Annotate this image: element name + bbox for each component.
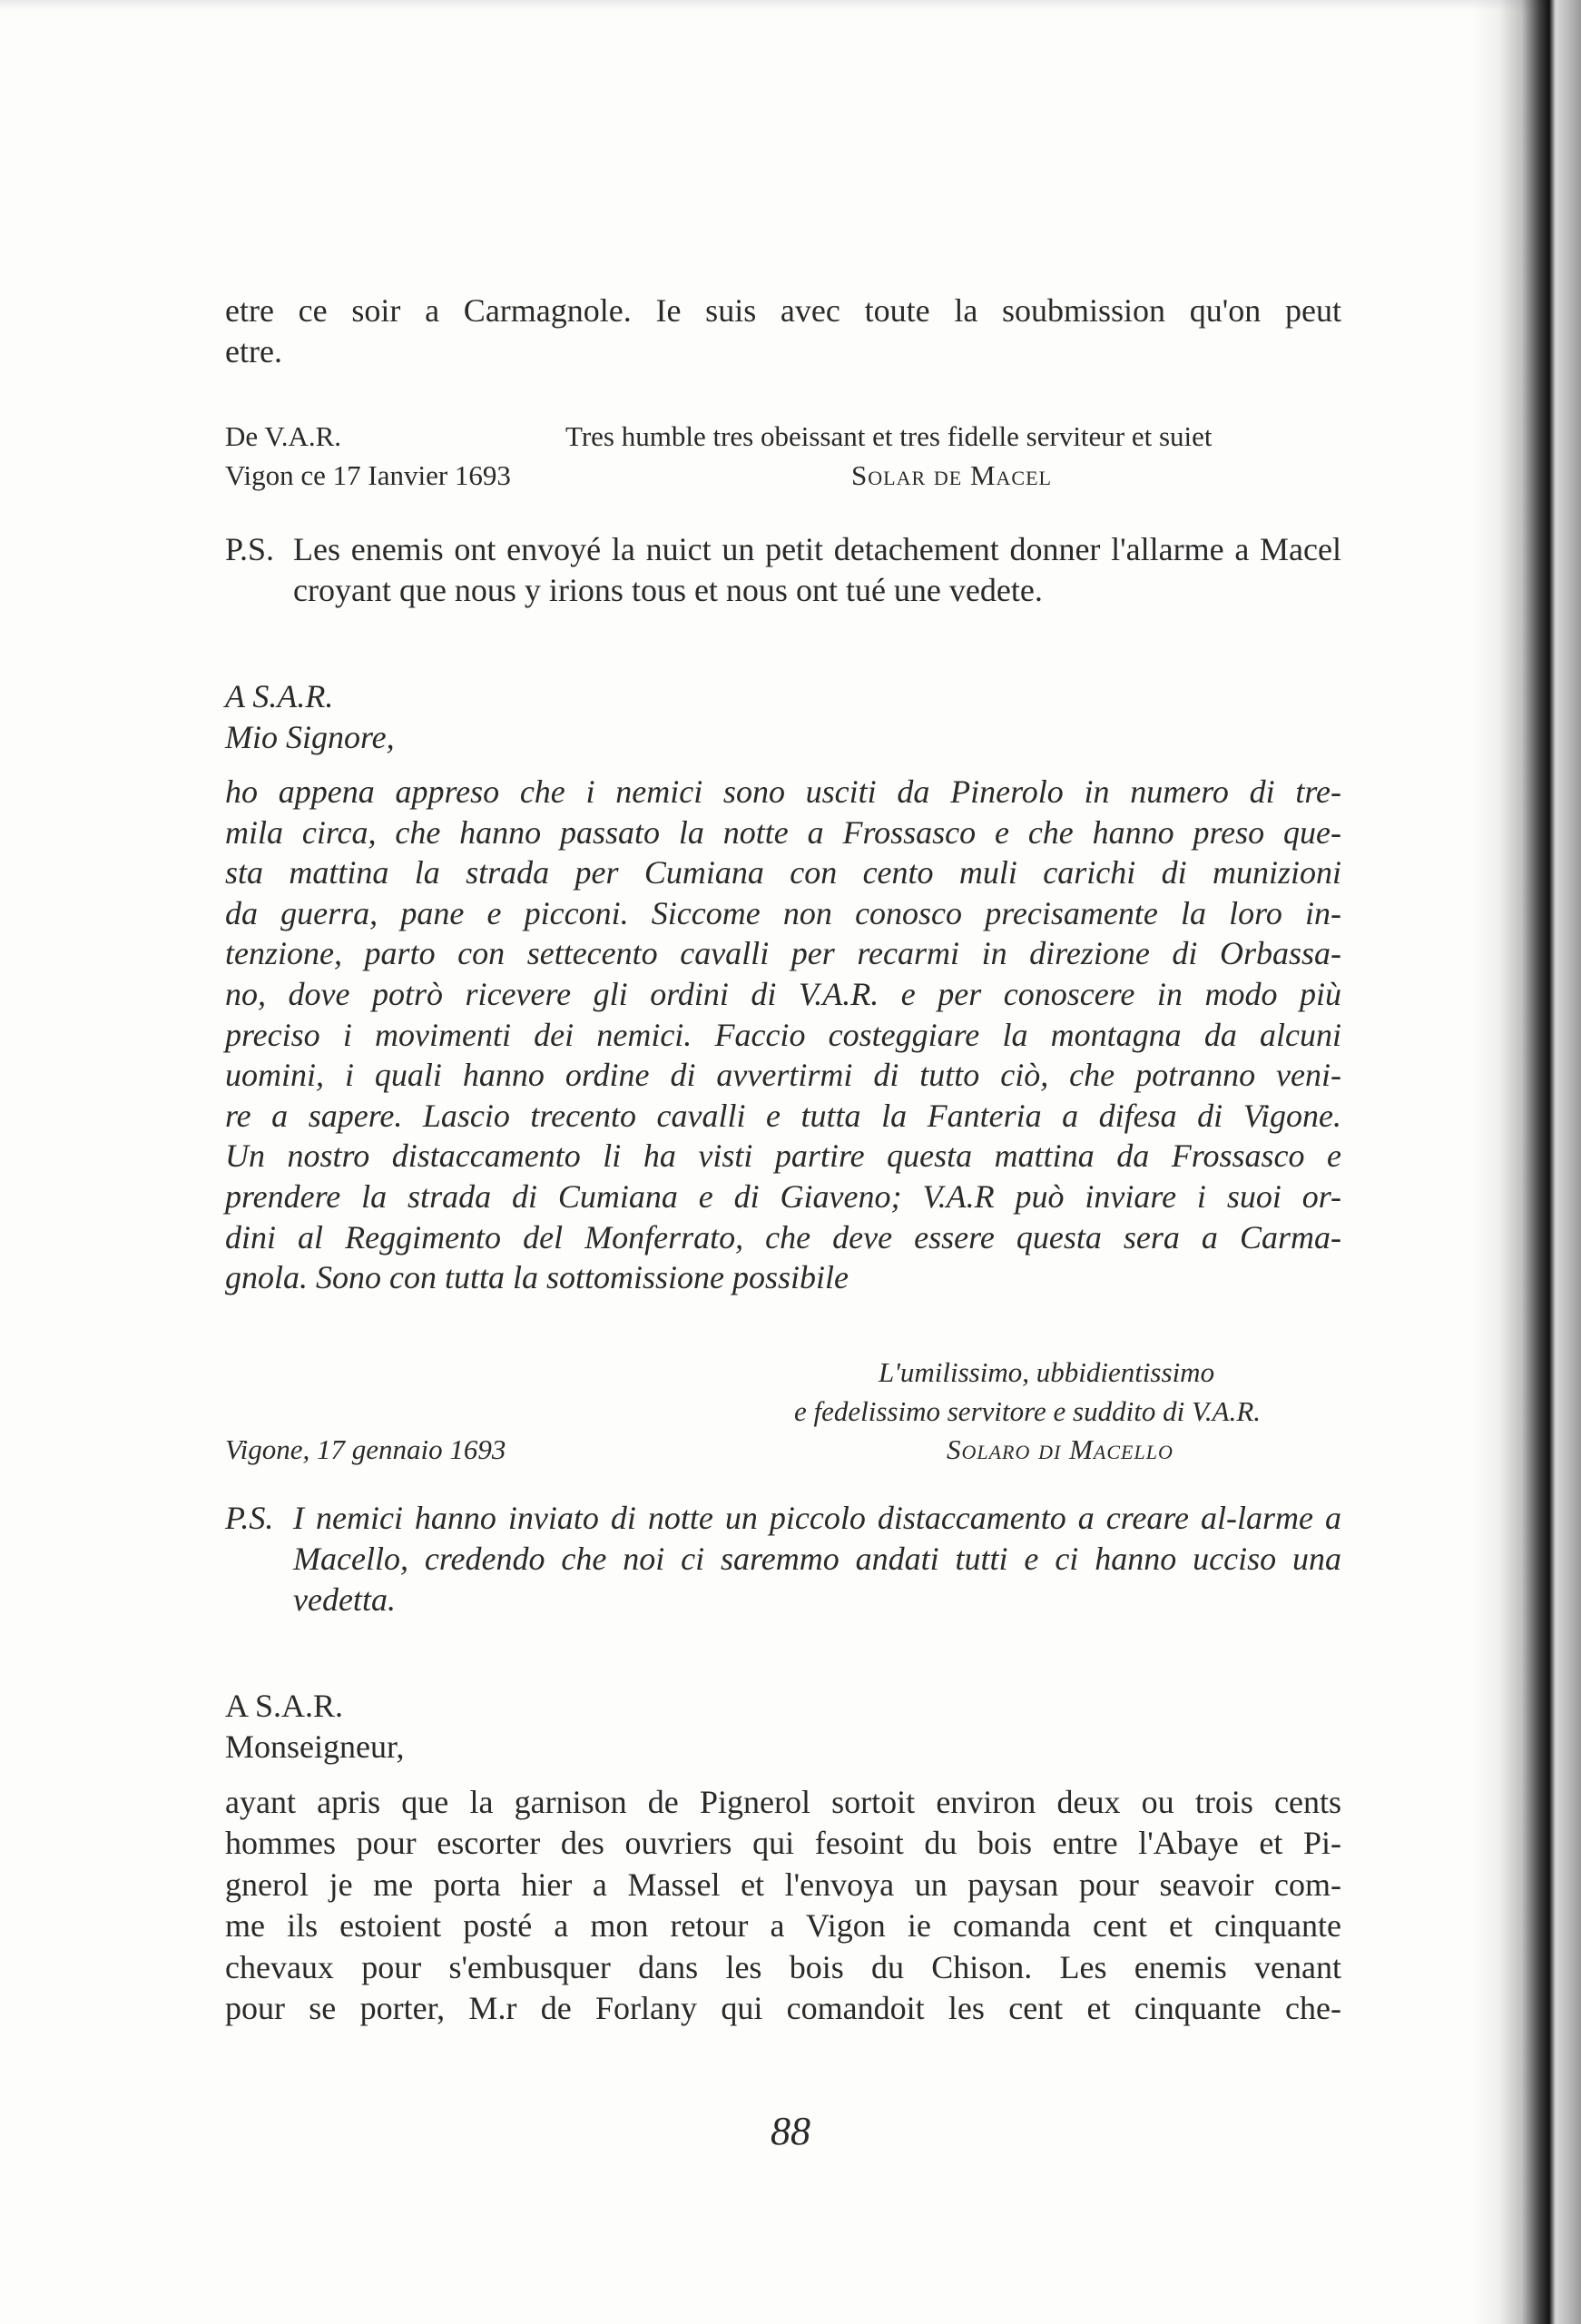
italian-body-line: gnola. Sono con tutta la sottomissione possibile xyxy=(225,1259,849,1296)
italian-ps-label: P.S. xyxy=(225,1500,274,1536)
letter2-body-line: pour se porter, M.r de Forlany qui comandoit les cent et cinquante che- xyxy=(225,1990,1341,2027)
letter2-body-line: gnerol je me porta hier a Massel et l'envoya un paysan pour seavoir com- xyxy=(225,1866,1341,1903)
italian-postscript xyxy=(225,1498,1341,1620)
page-number: 88 xyxy=(771,2109,810,2153)
letter2-header xyxy=(225,1686,1341,1768)
italian-signature: Solaro di Macello xyxy=(947,1433,1173,1465)
italian-place-date: Vigone, 17 gennaio 1693 xyxy=(225,1433,506,1465)
italian-body-line: no, dove potrò ricevere gli ordini di V.A.R. e per conoscere in modo più xyxy=(225,975,1341,1012)
book-binding-shadow xyxy=(1472,0,1581,2324)
continuation-line-2: etre. xyxy=(225,333,282,369)
letter1-signoff-row-1 xyxy=(225,419,1341,456)
italian-body-line: preciso i movimenti dei nemici. Faccio costeggiare la montagna da alcuni xyxy=(225,1016,1341,1053)
italian-letter-header xyxy=(225,676,1341,758)
letter1-signature: Solar de Macel xyxy=(851,459,1052,491)
letter2-body-line: hommes pour escorter des ouvriers qui fesoint du bois entre l'Abaye et Pi- xyxy=(225,1825,1341,1862)
letter2-salutation: Monseigneur, xyxy=(225,1728,405,1765)
italian-closing-1: L'umilissimo, ubbidientissimo xyxy=(879,1356,1215,1388)
italian-body-line: sta mattina la strada per Cumiana con cento muli carichi di munizioni xyxy=(225,854,1341,891)
italian-body-line: prendere la strada di Cumiana e di Giaveno; V.A.R può inviare i suoi or- xyxy=(225,1177,1341,1215)
letter1-postscript xyxy=(225,529,1341,611)
italian-body-line: Un nostro distaccamento li ha visti partire questa mattina da Frossasco e xyxy=(225,1137,1341,1175)
letter2-body xyxy=(225,1782,1341,2029)
italian-closing-row-1 xyxy=(225,1355,1341,1392)
italian-letter-body xyxy=(225,772,1341,1298)
italian-body-line: uomini, i quali hanno ordine di avvertirmi di tutto ciò, che potranno veni- xyxy=(225,1057,1341,1094)
letter1-place-date: Vigon ce 17 Ianvier 1693 xyxy=(225,459,511,491)
italian-closing-2: e fedelissimo servitore e suddito di V.A.R. xyxy=(794,1395,1262,1427)
italian-body-line: mila circa, che hanno passato la notte a Frossasco e che hanno preso que- xyxy=(225,813,1341,851)
italian-body-line: tenzione, parto con settecento cavalli per recarmi in direzione di Orbassa- xyxy=(225,935,1341,972)
letter2-body-line: me ils estoient posté a mon retour a Vigon ie comanda cent et cinquante xyxy=(225,1907,1341,1945)
italian-addressee: A S.A.R. xyxy=(225,678,334,714)
continuation-line-1: etre ce soir a Carmagnole. Ie suis avec toute la soubmission qu'on peut xyxy=(225,292,1341,329)
italian-body-line: dini al Reggimento del Monferrato, che deve essere questa sera a Carma- xyxy=(225,1218,1341,1256)
italian-body-line: da guerra, pane e picconi. Siccome non conosco precisamente la loro in- xyxy=(225,894,1341,931)
letter1-sender: De V.A.R. xyxy=(225,420,342,452)
italian-body-line: ho appena appreso che i nemici sono usciti da Pinerolo in numero di tre- xyxy=(225,773,1341,810)
italian-closing-row-3 xyxy=(225,1433,1341,1469)
letter1-ps-text: Les enemis ont envoyé la nuict un petit detachement donner l'allarme a Macel croyant que nous y irions tous et nous ont tué une vedete. xyxy=(293,531,1341,608)
letter1-ps-label: P.S. xyxy=(225,531,275,567)
italian-salutation: Mio Signore, xyxy=(225,719,395,755)
italian-ps-text: I nemici hanno inviato di notte un piccolo distaccamento a creare al-larme a Macello, credendo che noi ci saremmo andati tutti e ci hanno ucciso una vedetta. xyxy=(293,1500,1341,1618)
letter1-closing: Tres humble tres obeissant et tres fidelle serviteur et suiet xyxy=(565,420,1213,452)
letter1-signoff-row-2 xyxy=(225,458,1341,495)
italian-body-line: re a sapere. Lascio trecento cavalli e tutta la Fanteria a difesa di Vigone. xyxy=(225,1097,1341,1134)
italian-closing-row-2 xyxy=(225,1394,1341,1431)
letter2-body-line: chevaux pour s'embusquer dans les bois du Chison. Les enemis venant xyxy=(225,1948,1341,1985)
letter2-body-line: ayant apris que la garnison de Pignerol sortoit environ deux ou trois cents xyxy=(225,1784,1341,1820)
page-top-edge xyxy=(0,0,1581,11)
continuation-paragraph xyxy=(225,290,1341,372)
letter2-addressee: A S.A.R. xyxy=(225,1688,344,1724)
